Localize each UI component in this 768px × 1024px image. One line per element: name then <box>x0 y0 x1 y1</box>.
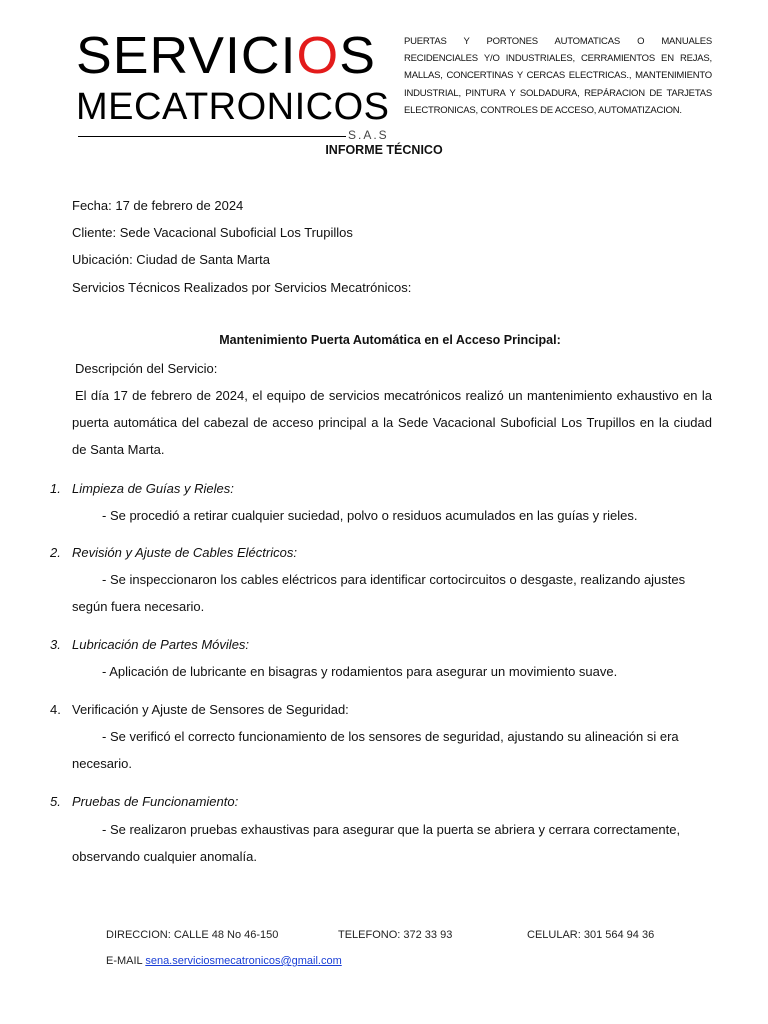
list-item-title: Lubricación de Partes Móviles: <box>72 637 250 652</box>
list-item-number: 2. <box>50 545 61 560</box>
company-logo <box>76 26 396 142</box>
logo-sas: S.A.S <box>348 128 389 142</box>
service-description: El día 17 de febrero de 2024, el equipo de servicios mecatrónicos realizó un mantenimiento exhaustivo en la puerta automática del cabezal de acceso principal a la Sede Vacacional Suboficial Los Trupillos en la ciudad de Santa Marta. <box>72 388 712 457</box>
list-item-number: 3. <box>50 637 61 652</box>
list-item-title: Verificación y Ajuste de Sensores de Seguridad: <box>72 702 349 717</box>
footer-mobile: CELULAR: 301 564 94 36 <box>527 929 655 941</box>
company-services-description: PUERTAS Y PORTONES AUTOMATICAS O MANUALES RECIDENCIALES Y/O INDUSTRIALES, CERRAMIENTOS EN REJAS, MALLAS, CONCERTINAS Y CERCAS ELECTRICAS., MANTENIMIENTO INDUSTRIAL, PINTURA Y SOLDADURA, REPÁRACION DE TARJETAS ELECTRONICAS, CONTROLES DE ACCESO, AUTOMATIZACION. <box>404 36 712 116</box>
list-item-title: Pruebas de Funcionamiento: <box>72 794 239 809</box>
footer-email <box>106 955 342 967</box>
logo-underline <box>78 136 346 137</box>
logo-wordmark-bottom: MECATRONICOS <box>76 86 390 128</box>
report-date: Fecha: 17 de febrero de 2024 <box>72 198 244 213</box>
footer-address: DIRECCION: CALLE 48 No 46-150 <box>106 929 279 941</box>
footer-email-link[interactable]: sena.serviciosmecatronicos@gmail.com <box>145 955 342 967</box>
report-title: INFORME TÉCNICO <box>325 143 443 157</box>
list-item-title: Limpieza de Guías y Rieles: <box>72 481 234 496</box>
list-item-body: - Se inspeccionaron los cables eléctricos para identificar cortocircuitos o desgaste, realizando ajustes según fuera necesario. <box>72 572 686 614</box>
report-client: Cliente: Sede Vacacional Suboficial Los Trupillos <box>72 225 353 240</box>
report-services-heading: Servicios Técnicos Realizados por Servicios Mecatrónicos: <box>72 280 412 295</box>
list-item-number: 1. <box>50 481 61 496</box>
list-item-body: - Se verificó el correcto funcionamiento de los sensores de seguridad, ajustando su alineación si era necesario. <box>72 729 679 771</box>
list-item-body: - Aplicación de lubricante en bisagras y rodamientos para asegurar un movimiento suave. <box>102 664 618 679</box>
footer-phone: TELEFONO: 372 33 93 <box>338 929 453 941</box>
list-item-title: Revisión y Ajuste de Cables Eléctricos: <box>72 545 297 560</box>
list-item-body: - Se realizaron pruebas exhaustivas para asegurar que la puerta se abriera y cerrara correctamente, observando cualquier anomalía. <box>72 822 681 864</box>
list-item-body: - Se procedió a retirar cualquier suciedad, polvo o residuos acumulados en las guías y rieles. <box>102 508 638 523</box>
report-location: Ubicación: Ciudad de Santa Marta <box>72 252 271 267</box>
section-title: Mantenimiento Puerta Automática en el Acceso Principal: <box>219 333 561 347</box>
list-item-number: 5. <box>50 794 61 809</box>
list-item-number: 4. <box>50 702 61 717</box>
logo-wordmark-top: SERVICIOS <box>76 27 377 85</box>
service-description-label: Descripción del Servicio: <box>75 361 218 376</box>
footer-email-label: E-MAIL <box>106 955 143 967</box>
